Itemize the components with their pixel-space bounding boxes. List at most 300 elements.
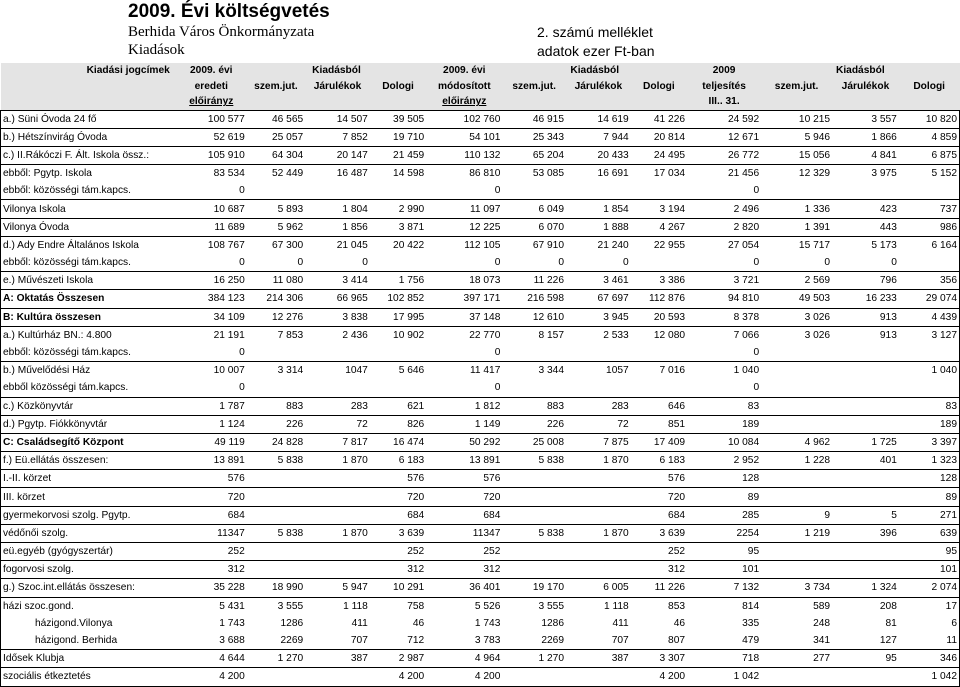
table-row — [1, 506, 960, 524]
value-cell: 411 — [612, 617, 629, 629]
value-cell: 1 756 — [370, 272, 426, 290]
value-cell — [899, 254, 960, 272]
value-cell: 2 074 — [899, 579, 960, 597]
value-cell: 5 — [832, 506, 899, 524]
row-label: d.) Pgytp. Fiókkönyvtár — [1, 415, 176, 433]
value-cell: 346 — [899, 650, 960, 668]
value-cell: 4 962 — [761, 433, 832, 451]
value-cell: 397 171 — [426, 290, 502, 308]
value-cell — [832, 344, 899, 362]
value-cell: 8 157 — [502, 326, 566, 344]
value-cell — [305, 344, 370, 362]
row-label: g.) Szoc.int.ellátás összesen: — [1, 579, 176, 597]
table-row — [1, 397, 960, 415]
value-cell: 1 219 — [761, 524, 832, 542]
value-cell: 684 — [176, 506, 247, 524]
value-cell — [631, 379, 687, 397]
value-cell: 19 170 — [502, 579, 566, 597]
value-cell: 108 767 — [176, 236, 247, 254]
value-cell: 1 743 — [474, 617, 501, 629]
value-cell: 67 910 — [502, 236, 566, 254]
value-cell: 3 734 — [761, 579, 832, 597]
value-cell — [631, 344, 687, 362]
value-cell: 17 034 — [631, 165, 687, 183]
value-cell: 128 — [687, 470, 761, 488]
value-cell: 4 200 — [631, 668, 687, 686]
value-cell: 384 123 — [176, 290, 247, 308]
value-cell — [761, 561, 832, 579]
table-row — [1, 254, 960, 272]
value-cell: 67 697 — [566, 290, 631, 308]
value-cell: 1057 — [566, 362, 631, 380]
header-empty-cell — [1, 79, 176, 95]
value-cell: 5 152 — [899, 165, 960, 183]
row-label: d.) Ady Endre Általános Iskola — [1, 236, 176, 254]
value-cell: 3 314 — [247, 362, 305, 380]
value-cell — [566, 182, 631, 200]
value-cell: 1286 — [280, 617, 304, 629]
value-cell — [502, 488, 566, 506]
value-cell — [832, 470, 899, 488]
value-cell — [761, 543, 832, 561]
value-cell: 54 101 — [426, 128, 502, 146]
value-cell: 7 853 — [247, 326, 305, 344]
value-cell: 89 — [899, 488, 960, 506]
value-cell: 0 — [297, 257, 304, 269]
value-cell: 826 — [370, 415, 426, 433]
value-cell: 1 725 — [832, 433, 899, 451]
value-cell: 3 557 — [832, 110, 899, 128]
col-header-2009-evi: 2009. évi — [176, 63, 247, 79]
value-cell: 5 838 — [247, 524, 305, 542]
value-cell: 1 856 — [305, 218, 370, 236]
budget-table — [0, 63, 960, 687]
value-cell — [832, 362, 899, 380]
row-label: ebből közösségi tám.kapcs. — [1, 379, 176, 397]
row-label: ebből: közösségi tám.kapcs. — [1, 182, 176, 200]
value-cell: 1 149 — [426, 415, 502, 433]
value-cell: 5 962 — [247, 218, 305, 236]
value-cell: 17 995 — [370, 308, 426, 326]
value-cell: 2 952 — [687, 452, 761, 470]
value-cell: 95 — [687, 543, 761, 561]
value-cell: 83 — [687, 397, 761, 415]
value-cell: 807 — [668, 635, 686, 647]
col-header-jarulekok: Járulékok — [832, 79, 899, 95]
value-cell: 6 875 — [899, 146, 960, 164]
table-row — [1, 272, 960, 290]
value-cell: 17 — [899, 597, 960, 615]
row-label: B: Kultúra összesen — [1, 308, 176, 326]
col-header-jogcim: Kiadási jogcímek — [1, 63, 176, 79]
value-cell: 94 810 — [687, 290, 761, 308]
page-title: 2009. Évi költségvetés — [128, 1, 330, 22]
value-cell: 18 990 — [247, 579, 305, 597]
value-cell: 5 173 — [832, 236, 899, 254]
header-empty-cell — [566, 94, 631, 110]
header-row-2 — [1, 79, 960, 95]
col-header-teljesites: teljesítés — [687, 79, 761, 95]
header-row-3 — [1, 94, 960, 110]
value-cell: 684 — [631, 506, 687, 524]
value-cell: 3 307 — [631, 650, 687, 668]
value-cell: 64 304 — [247, 146, 305, 164]
value-cell: 11347 — [176, 524, 247, 542]
value-cell: 883 — [247, 397, 305, 415]
value-cell: 1 743 — [219, 617, 245, 629]
table-row — [1, 470, 960, 488]
value-cell: 252 — [631, 543, 687, 561]
value-cell — [832, 415, 899, 433]
value-cell: 387 — [566, 650, 631, 668]
value-cell: 52 449 — [247, 165, 305, 183]
value-cell: 2 496 — [687, 200, 761, 218]
value-cell — [502, 543, 566, 561]
value-cell: 707 — [350, 635, 368, 647]
value-cell — [370, 379, 426, 397]
row-label: III. körzet — [1, 488, 176, 506]
value-cell — [832, 668, 899, 686]
value-cell: 1 870 — [566, 452, 631, 470]
value-cell: 851 — [631, 415, 687, 433]
value-cell: 1 888 — [566, 218, 631, 236]
col-header-2009-evi-mod: 2009. évi — [426, 63, 502, 79]
value-cell — [502, 379, 566, 397]
col-header-jarulekok: Járulékok — [305, 79, 370, 95]
value-cell: 7 132 — [687, 579, 761, 597]
table-row — [1, 488, 960, 506]
col-header-szemjut: szem.jut. — [247, 79, 305, 95]
header-empty-cell — [832, 94, 899, 110]
row-label: gyermekorvosi szolg. Pgytp. — [1, 506, 176, 524]
value-cell: 3 386 — [631, 272, 687, 290]
row-label: házigond.Vilonya — [1, 615, 176, 632]
value-cell: 1 812 — [426, 397, 502, 415]
section-name: Kiadások — [128, 42, 185, 58]
table-row — [1, 362, 960, 380]
value-cell — [832, 182, 899, 200]
value-cell: 1 270 — [247, 650, 305, 668]
value-cell: 3 688 — [219, 635, 245, 647]
value-cell: 22 770 — [426, 326, 502, 344]
value-cell: 271 — [899, 506, 960, 524]
value-cell: 11347 — [426, 524, 502, 542]
row-label: házi szoc.gond. — [1, 597, 176, 615]
value-cell: 7 944 — [566, 128, 631, 146]
value-cell — [502, 182, 566, 200]
value-cell: 3 555 — [247, 597, 305, 615]
row-label: c.) II.Rákóczi F. Ált. Iskola össz.: — [1, 146, 176, 164]
row-label: a.) Süni Óvoda 24 fő — [1, 110, 176, 128]
value-cell: 646 — [631, 397, 687, 415]
value-cell: 15 717 — [761, 236, 832, 254]
value-cell: 19 710 — [370, 128, 426, 146]
value-cell: 312 — [370, 561, 426, 579]
value-cell — [761, 379, 832, 397]
value-cell: 2 820 — [687, 218, 761, 236]
value-cell: 2 569 — [761, 272, 832, 290]
value-cell: 25 343 — [502, 128, 566, 146]
value-cell: 24 828 — [247, 433, 305, 451]
table-row — [1, 650, 960, 668]
value-cell — [247, 182, 305, 200]
value-cell: 1 323 — [899, 452, 960, 470]
value-cell: 16 250 — [176, 272, 247, 290]
value-cell: 0 — [558, 257, 565, 269]
value-cell: 7 875 — [566, 433, 631, 451]
value-cell — [761, 415, 832, 433]
value-cell — [305, 543, 370, 561]
value-cell: 102 852 — [370, 290, 426, 308]
value-cell: 0 — [494, 185, 501, 197]
value-cell: 65 204 — [502, 146, 566, 164]
value-cell — [761, 362, 832, 380]
value-cell: 7 852 — [305, 128, 370, 146]
value-cell: 576 — [370, 470, 426, 488]
value-cell — [502, 470, 566, 488]
value-cell: 11 097 — [426, 200, 502, 218]
table-row — [1, 326, 960, 344]
value-cell: 2 436 — [305, 326, 370, 344]
table-row — [1, 524, 960, 542]
value-cell: 4 200 — [426, 668, 502, 686]
table-row — [1, 165, 960, 183]
row-label: I.-II. körzet — [1, 470, 176, 488]
header-empty-cell — [305, 94, 370, 110]
value-cell: 4 200 — [176, 668, 247, 686]
value-cell: 0 — [494, 347, 501, 359]
value-cell — [566, 488, 631, 506]
header-empty-cell — [502, 94, 566, 110]
value-cell: 1 336 — [761, 200, 832, 218]
value-cell: 1 870 — [566, 524, 631, 542]
value-cell: 10 215 — [761, 110, 832, 128]
value-cell: 46 915 — [502, 110, 566, 128]
value-cell: 66 965 — [305, 290, 370, 308]
value-cell: 53 085 — [502, 165, 566, 183]
value-cell: 0 — [824, 257, 831, 269]
value-cell: 21 191 — [176, 326, 247, 344]
value-cell: 3 344 — [502, 362, 566, 380]
value-cell: 27 054 — [687, 236, 761, 254]
table-row — [1, 415, 960, 433]
value-cell: 14 619 — [566, 110, 631, 128]
value-cell: 1 042 — [687, 668, 761, 686]
value-cell: 102 760 — [426, 110, 502, 128]
value-cell: 5 838 — [502, 524, 566, 542]
value-cell — [370, 254, 426, 272]
value-cell: 11 226 — [502, 272, 566, 290]
value-cell: 2254 — [687, 524, 761, 542]
value-cell: 1 391 — [761, 218, 832, 236]
value-cell: 576 — [631, 470, 687, 488]
value-cell: 83 — [899, 397, 960, 415]
value-cell: 3 639 — [370, 524, 426, 542]
value-cell: 49 119 — [176, 433, 247, 451]
value-cell: 11 226 — [631, 579, 687, 597]
units-label: adatok ezer Ft-ban — [537, 43, 655, 59]
value-cell: 5 893 — [247, 200, 305, 218]
value-cell: 6 049 — [502, 200, 566, 218]
col-header-eredeti: eredeti — [176, 79, 247, 95]
value-cell: 214 306 — [247, 290, 305, 308]
value-cell: 26 772 — [687, 146, 761, 164]
col-header-modositott: módosított — [426, 79, 502, 95]
value-cell — [247, 543, 305, 561]
value-cell — [832, 379, 899, 397]
value-cell: 13 891 — [426, 452, 502, 470]
value-cell — [899, 344, 960, 362]
value-cell: 16 691 — [566, 165, 631, 183]
value-cell: 3 975 — [832, 165, 899, 183]
value-cell: 6 — [899, 615, 960, 632]
value-cell: 684 — [370, 506, 426, 524]
value-cell: 712 — [407, 635, 425, 647]
value-cell: 52 619 — [176, 128, 247, 146]
value-cell: 49 503 — [761, 290, 832, 308]
value-cell: 2269 — [280, 635, 304, 647]
value-cell: 3 945 — [566, 308, 631, 326]
value-cell: 401 — [832, 452, 899, 470]
row-label: f.) Eü.ellátás összesen: — [1, 452, 176, 470]
value-cell: 1 866 — [832, 128, 899, 146]
value-cell: 2 990 — [370, 200, 426, 218]
value-cell: 8 378 — [687, 308, 761, 326]
value-cell: 2 987 — [370, 650, 426, 668]
value-cell — [899, 182, 960, 200]
table-row — [1, 668, 960, 686]
value-cell: 127 — [879, 635, 897, 647]
value-cell: 1047 — [305, 362, 370, 380]
value-cell: 36 401 — [426, 579, 502, 597]
value-cell: 252 — [176, 543, 247, 561]
table-row — [1, 579, 960, 597]
row-label: Idősek Klubja — [1, 650, 176, 668]
value-cell: 5 646 — [370, 362, 426, 380]
value-cell: 16 474 — [370, 433, 426, 451]
col-header-eloiranyz: előirányz — [176, 94, 247, 110]
value-cell: 720 — [370, 488, 426, 506]
header-row-1 — [1, 63, 960, 79]
value-cell: 684 — [426, 506, 502, 524]
row-label: C: Családsegítő Központ — [1, 433, 176, 451]
value-cell: 0 — [494, 382, 501, 394]
value-cell — [305, 506, 370, 524]
row-label: eü.egyéb (gyógyszertár) — [1, 543, 176, 561]
value-cell: 312 — [631, 561, 687, 579]
value-cell: 0 — [494, 257, 501, 269]
value-cell: 1286 — [541, 617, 565, 629]
value-cell: 252 — [370, 543, 426, 561]
value-cell: 216 598 — [502, 290, 566, 308]
value-cell — [247, 561, 305, 579]
value-cell: 1 787 — [176, 397, 247, 415]
value-cell: 25 008 — [502, 433, 566, 451]
table-row — [1, 452, 960, 470]
value-cell: 0 — [239, 347, 245, 359]
value-cell: 6 164 — [899, 236, 960, 254]
value-cell — [761, 488, 832, 506]
value-cell: 3 461 — [566, 272, 631, 290]
value-cell: 737 — [899, 200, 960, 218]
value-cell: 335 — [742, 617, 760, 629]
value-cell: 6 183 — [631, 452, 687, 470]
value-cell: 1 040 — [687, 362, 761, 380]
value-cell — [502, 506, 566, 524]
value-cell: 3 026 — [761, 308, 832, 326]
value-cell: 0 — [239, 185, 245, 197]
value-cell: 6 070 — [502, 218, 566, 236]
header-empty-cell — [370, 94, 426, 110]
value-cell: 1 870 — [305, 524, 370, 542]
table-row — [1, 615, 960, 632]
value-cell: 112 876 — [631, 290, 687, 308]
value-cell: 283 — [305, 397, 370, 415]
value-cell: 356 — [899, 272, 960, 290]
value-cell: 14 507 — [305, 110, 370, 128]
value-cell: 1 118 — [305, 597, 370, 615]
value-cell: 12 276 — [247, 308, 305, 326]
value-cell: 341 — [813, 635, 831, 647]
value-cell: 72 — [305, 415, 370, 433]
row-label: A: Oktatás Összesen — [1, 290, 176, 308]
value-cell: 720 — [426, 488, 502, 506]
value-cell: 10 902 — [370, 326, 426, 344]
value-cell: 285 — [687, 506, 761, 524]
value-cell — [502, 344, 566, 362]
value-cell: 12 610 — [502, 308, 566, 326]
value-cell: 0 — [753, 347, 760, 359]
table-row — [1, 182, 960, 200]
row-label: ebből: közösségi tám.kapcs. — [1, 344, 176, 362]
row-label: b.) Művelődési Ház — [1, 362, 176, 380]
row-label: b.) Hétszínvirág Óvoda — [1, 128, 176, 146]
value-cell: 86 810 — [426, 165, 502, 183]
col-header-kiadasbol: Kiadásból — [761, 63, 959, 79]
value-cell — [247, 470, 305, 488]
value-cell: 1 228 — [761, 452, 832, 470]
value-cell: 13 891 — [176, 452, 247, 470]
table-row — [1, 308, 960, 326]
value-cell: 7 016 — [631, 362, 687, 380]
value-cell — [305, 561, 370, 579]
value-cell: 5 946 — [761, 128, 832, 146]
col-header-dologi: Dologi — [370, 79, 426, 95]
col-header-eloiranyz: előirányz — [426, 94, 502, 110]
value-cell: 411 — [351, 617, 368, 629]
value-cell: 189 — [899, 415, 960, 433]
value-cell: 20 433 — [566, 146, 631, 164]
annex-label: 2. számú melléklet — [537, 24, 653, 40]
value-cell: 21 045 — [305, 236, 370, 254]
value-cell: 3 871 — [370, 218, 426, 236]
value-cell — [761, 182, 832, 200]
value-cell: 1 118 — [566, 597, 631, 615]
value-cell — [761, 344, 832, 362]
value-cell: 46 — [412, 617, 425, 629]
value-cell: 95 — [832, 650, 899, 668]
value-cell: 12 080 — [631, 326, 687, 344]
table-row — [1, 290, 960, 308]
value-cell: 6 005 — [566, 579, 631, 597]
value-cell: 5 838 — [247, 452, 305, 470]
value-cell: 101 — [687, 561, 761, 579]
value-cell — [761, 397, 832, 415]
value-cell: 1 270 — [502, 650, 566, 668]
value-cell — [566, 379, 631, 397]
value-cell — [247, 379, 305, 397]
value-cell: 89 — [687, 488, 761, 506]
